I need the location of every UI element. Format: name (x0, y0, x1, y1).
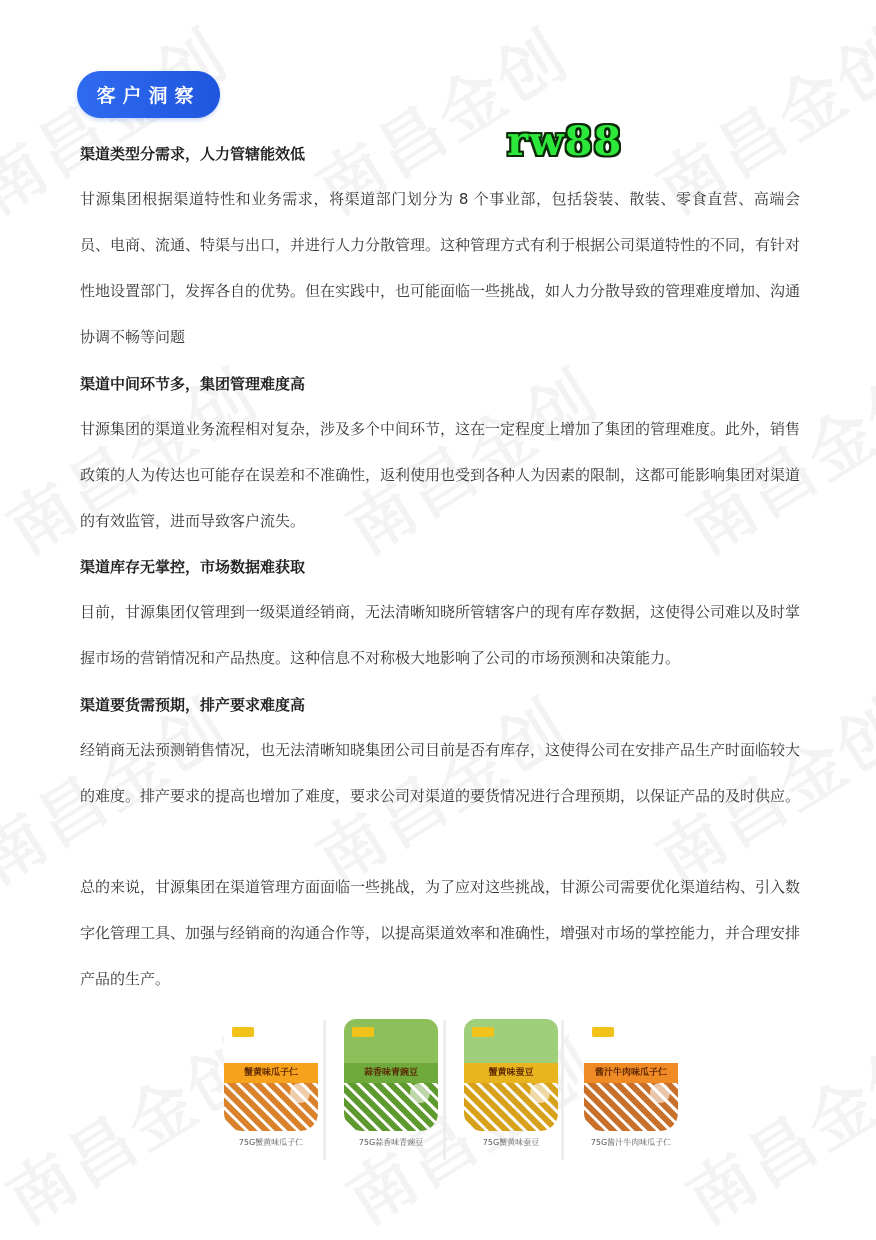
paragraph-middle-links: 甘源集团的渠道业务流程相对复杂，涉及多个中间环节，这在一定程度上增加了集团的管理难度。此外，销售政策的人为传达也可能存在误差和不准确性，返利使用也受到各种人为因素的限制，这都可能影响集团对渠道的有效监管，进而导致客户流失。 (80, 420, 801, 530)
heading-channel-types: 渠道类型分需求，人力管辖能效低 (80, 145, 306, 163)
package-badge-icon (290, 1083, 310, 1103)
package-badge-icon (650, 1083, 670, 1103)
brand-logo-icon (232, 1027, 254, 1037)
package-label: 蒜香味青豌豆 (344, 1063, 438, 1083)
product-caption: 75G蟹黄味蚕豆 (482, 1138, 540, 1147)
package-label: 酱汁牛肉味瓜子仁 (584, 1063, 678, 1083)
package-badge-icon (410, 1083, 430, 1103)
paragraph-channel-types: 甘源集团根据渠道特性和业务需求，将渠道部门划分为 8 个事业部，包括袋装、散装、零食直营、高端会员、电商、流通、特渠与出口，并进行人力分散管理。这种管理方式有利于根据公司渠道特性的不同，有针对性地设置部门，发挥各自的优势。但在实践中，也可能面临一些挑战，如人力分散导致的管理难度增加、沟通协调不畅等问题 (80, 190, 801, 346)
brand-logo-icon (472, 1027, 494, 1037)
product-package (584, 1019, 678, 1131)
product-divider (561, 1020, 564, 1160)
product-package (464, 1019, 558, 1131)
product-caption: 75G蟹黄味瓜子仁 (238, 1138, 304, 1147)
rw88-stamp-logo: rw88 (507, 118, 623, 165)
package-label: 蟹黄味瓜子仁 (224, 1063, 318, 1083)
product-package (224, 1019, 318, 1131)
section-badge: 客户洞察 (77, 71, 220, 118)
product-card (340, 1015, 442, 1155)
package-badge-icon (530, 1083, 550, 1103)
product-caption: 75G蒜香味青豌豆 (358, 1138, 424, 1147)
product-card (460, 1015, 562, 1155)
brand-logo-icon (592, 1027, 614, 1037)
product-divider (323, 1020, 326, 1160)
product-caption: 75G酱汁牛肉味瓜子仁 (590, 1138, 672, 1147)
product-card (220, 1015, 322, 1155)
product-divider (443, 1020, 446, 1160)
heading-inventory: 渠道库存无掌控，市场数据难获取 (80, 558, 306, 576)
paragraph-summary: 总的来说，甘源集团在渠道管理方面面临一些挑战，为了应对这些挑战，甘源公司需要优化渠道结构、引入数字化管理工具、加强与经销商的沟通合作等，以提高渠道效率和准确性，增强对市场的掌控能力，并合理安排产品的生产。 (80, 878, 801, 988)
product-package (344, 1019, 438, 1131)
paragraph-demand-forecast: 经销商无法预测销售情况，也无法清晰知晓集团公司目前是否有库存，这使得公司在安排产品生产时面临较大的难度。排产要求的提高也增加了难度，要求公司对渠道的要货情况进行合理预期，以保证产品的及时供应。 (80, 741, 801, 805)
heading-middle-links: 渠道中间环节多，集团管理难度高 (80, 375, 306, 393)
package-label: 蟹黄味蚕豆 (464, 1063, 558, 1083)
paragraph-inventory: 目前，甘源集团仅管理到一级渠道经销商，无法清晰知晓所管辖客户的现有库存数据，这使得公司难以及时掌握市场的营销情况和产品热度。这种信息不对称极大地影响了公司的市场预测和决策能力。 (80, 603, 801, 667)
watermark-text (666, 1013, 876, 1240)
product-card (580, 1015, 682, 1155)
product-lineup (220, 1015, 672, 1155)
brand-logo-icon (352, 1027, 374, 1037)
heading-demand-forecast: 渠道要货需预期，排产要求难度高 (80, 696, 306, 714)
